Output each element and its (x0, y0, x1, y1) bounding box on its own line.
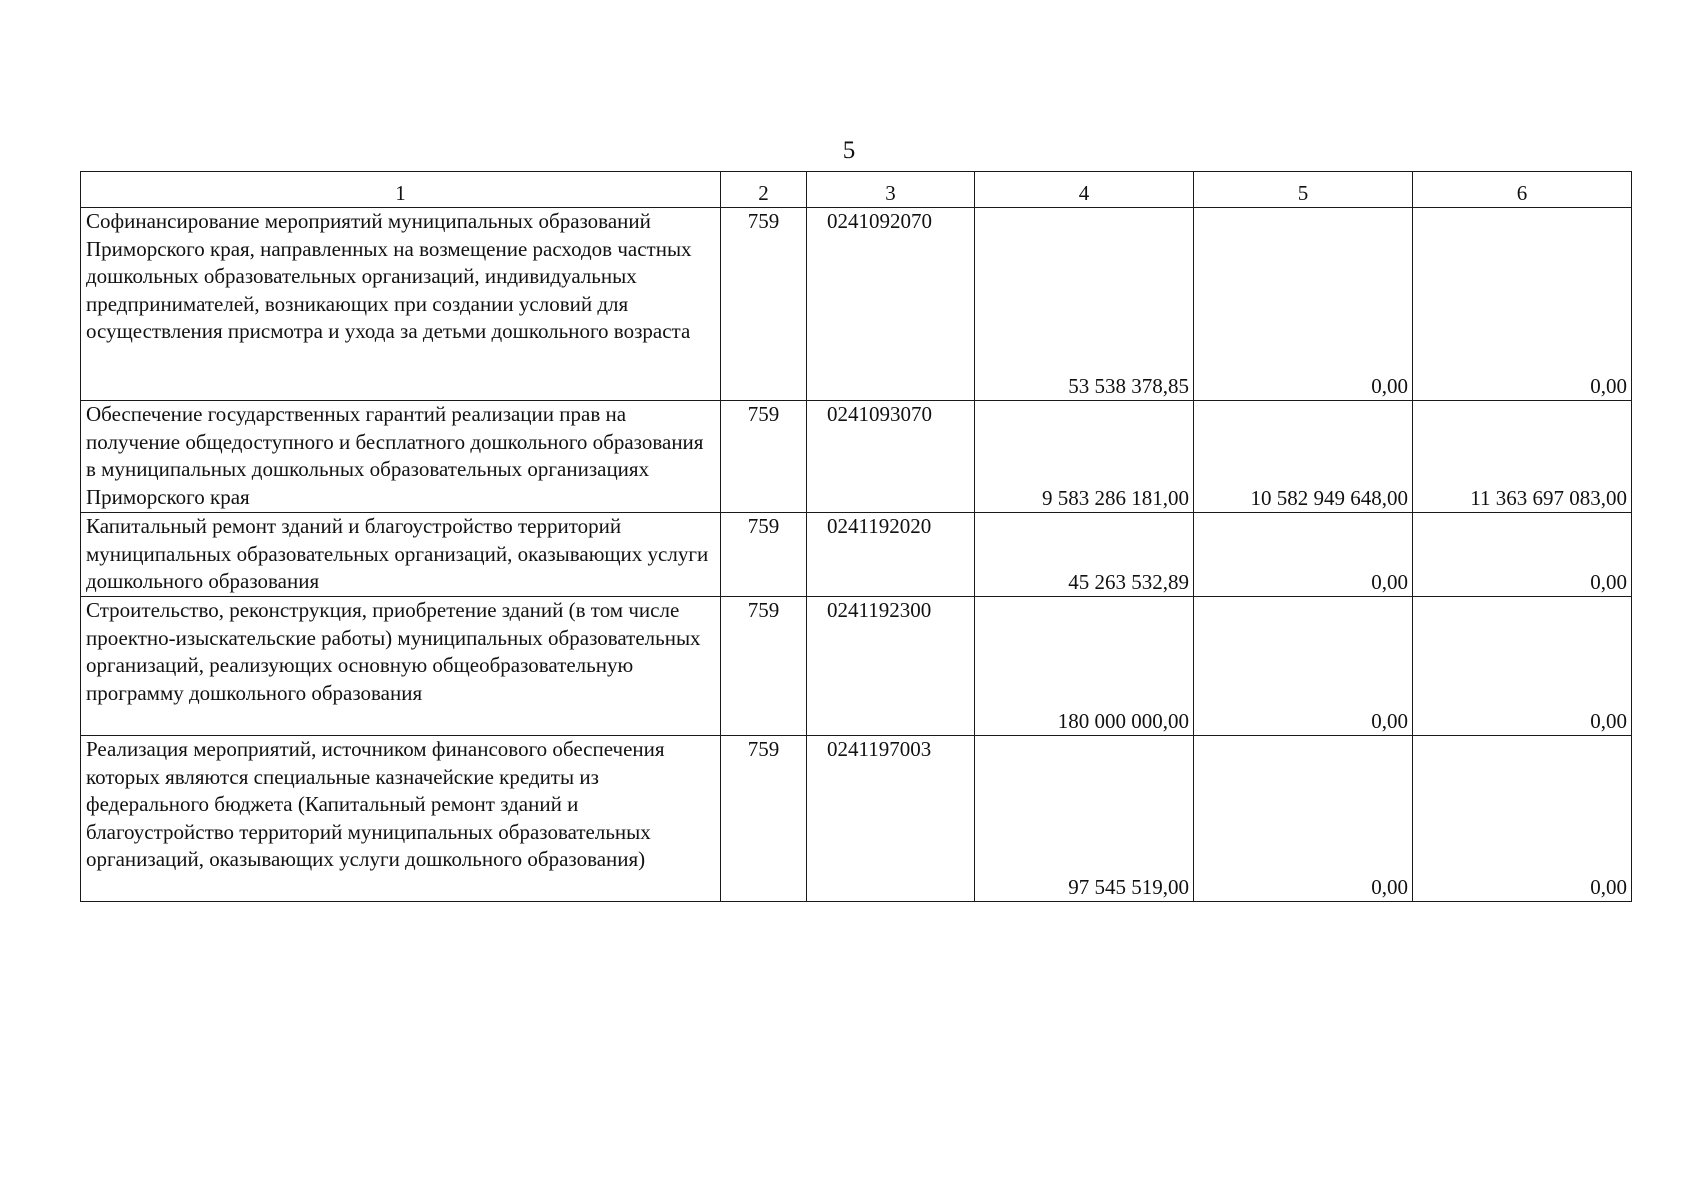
row-code: 759 (721, 513, 807, 597)
row-value-6: 0,00 (1413, 736, 1632, 902)
row-value-5: 0,00 (1194, 513, 1413, 597)
row-target-article: 0241092070 (807, 208, 975, 401)
row-name: Обеспечение государственных гарантий реализации прав на получение общедоступного и бесплатного дошкольного образования в муниципальных дошкольных образовательных организациях Приморского края (81, 401, 721, 513)
row-value-6: 0,00 (1413, 513, 1632, 597)
header-col-6: 6 (1413, 172, 1632, 208)
row-value-5: 0,00 (1194, 597, 1413, 736)
row-target-article: 0241093070 (807, 401, 975, 513)
row-value-6: 0,00 (1413, 208, 1632, 401)
table-body (81, 208, 1632, 902)
row-code: 759 (721, 208, 807, 401)
page-number: 5 (842, 137, 856, 164)
row-code: 759 (721, 401, 807, 513)
row-code: 759 (721, 736, 807, 902)
row-code: 759 (721, 597, 807, 736)
row-value-6: 0,00 (1413, 597, 1632, 736)
table-row (81, 597, 1632, 736)
row-value-4: 9 583 286 181,00 (975, 401, 1194, 513)
header-col-3: 3 (807, 172, 975, 208)
row-target-article: 0241197003 (807, 736, 975, 902)
row-name: Софинансирование мероприятий муниципальных образований Приморского края, направленных на возмещение расходов частных дошкольных образовательных организаций, индивидуальных предпринимателей, возникающих при создании условий для осуществления присмотра и ухода за детьми дошкольного возраста (81, 208, 721, 401)
row-name: Реализация мероприятий, источником финансового обеспечения которых являются специальные казначейские кредиты из федерального бюджета (Капитальный ремонт зданий и благоустройство территорий муниципальных образовательных организаций, оказывающих услуги дошкольного образования) (81, 736, 721, 902)
row-value-5: 0,00 (1194, 736, 1413, 902)
row-value-5: 10 582 949 648,00 (1194, 401, 1413, 513)
header-row (81, 172, 1632, 208)
table-header (81, 172, 1632, 208)
row-target-article: 0241192020 (807, 513, 975, 597)
row-value-4: 53 538 378,85 (975, 208, 1194, 401)
row-value-4: 97 545 519,00 (975, 736, 1194, 902)
row-name: Капитальный ремонт зданий и благоустройство территорий муниципальных образовательных организаций, оказывающих услуги дошкольного образования (81, 513, 721, 597)
row-value-5: 0,00 (1194, 208, 1413, 401)
table-row (81, 736, 1632, 902)
row-value-6: 11 363 697 083,00 (1413, 401, 1632, 513)
row-target-article: 0241192300 (807, 597, 975, 736)
table-row (81, 401, 1632, 513)
header-col-4: 4 (975, 172, 1194, 208)
header-col-5: 5 (1194, 172, 1413, 208)
budget-table (80, 171, 1632, 902)
header-col-2: 2 (721, 172, 807, 208)
row-value-4: 180 000 000,00 (975, 597, 1194, 736)
table-row (81, 208, 1632, 401)
row-value-4: 45 263 532,89 (975, 513, 1194, 597)
table-row (81, 513, 1632, 597)
header-col-1: 1 (81, 172, 721, 208)
row-name: Строительство, реконструкция, приобретение зданий (в том числе проектно-изыскательские работы) муниципальных образовательных организаций, реализующих основную общеобразовательную программу дошкольного образования (81, 597, 721, 736)
